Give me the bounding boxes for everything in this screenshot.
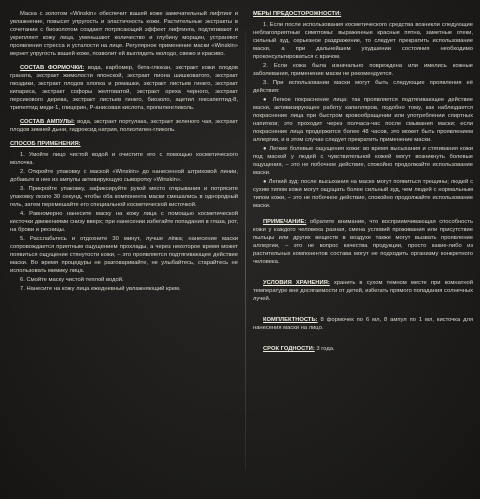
- kit-text: 8 формочек по 6 мл, 8 ампул по 1 мл, кисточка для нанесения маски на лицо.: [253, 317, 473, 331]
- usage-step: 4. Равномерно нанесите маску на кожу лица с помощью косметической кисточки движениями снизу вверх; при нанесении избегайте попадания в глаза, рот, на брови и ресницы.: [10, 211, 238, 233]
- left-column: [10, 10, 238, 294]
- effect-item: ● Легкие болевые ощущения кожи: во время высыхания и стягивания кожи под маской у людей с чувствительной кожей могут возникнуть болевые ощущения, – это не побочное действие, спокойно продолжайте использование маски.: [253, 146, 473, 176]
- usage-step: 1. Умойте лицо чистой водой и очистите его с помощью косметического молочка.: [10, 152, 238, 166]
- precaution-item: 2. Если кожа была изначально повреждена или имелись кожные заболевания, применение маски не рекомендуется.: [253, 63, 473, 77]
- precaution-item: 3. При использовании маски могут быть следующие проявления её действия:: [253, 80, 473, 94]
- kit: [253, 316, 473, 332]
- usage-steps: [10, 151, 238, 293]
- effect-item: ● Легкое покраснение лица: так проявляется подтягивающее действие маски, активизирующее работу капилляров, подобно тому, как наблюдается покраснение лица при быстром кровообращении или употреблении спиртных напитков; это проходит через полчаса-час после смывания маски; если покраснение лица продержится более 48 часов, это может быть проявлением аллергии, и в этом случае следует прекратить применение маски.: [253, 97, 473, 143]
- usage-step: 7. Нанесите на кожу лица ежедневный увлажняющий крем.: [20, 286, 181, 292]
- usage-title: СПОСОБ ПРИМЕНЕНИЯ:: [10, 141, 81, 147]
- note-title: ПРИМЕЧАНИЕ:: [263, 219, 307, 225]
- ampoule-composition-text: вода, экстракт портулака, экстракт зеленого чая, экстракт плодов зимней дыни, гидроксид натрия, полиэтилен-гликоль.: [10, 119, 238, 133]
- kit-title: КОМПЛЕКТНОСТЬ:: [263, 317, 318, 323]
- column-divider: [245, 30, 246, 470]
- intro-paragraph: Маска с золотом «Winskin» обеспечит вашей коже замечательный лифтинг и увлажнение, повысит упругость и эластичность кожи. Растительные экстракты в сочетании с биозолотом создают потрясающий эффект лифтинга, подтягивают и укрепляют кожу лица, уменьшают количество и глубину морщин, устраняют проявления стресса и усталости на лице. Регулярное применение маски «Winskin» вернет упругость вашей коже, позволит ей выглядеть молодо, свежо и красиво.: [10, 11, 238, 57]
- precautions-list: [253, 21, 473, 210]
- ampoule-composition-title: СОСТАВ АМПУЛЫ:: [20, 119, 75, 125]
- right-column: [253, 10, 473, 359]
- shelf-life: [253, 345, 473, 353]
- mask-composition-text: вода, карбомер, бета-глюкан, экстракт кожи плодов граната, экстракт жимолости японской, экстракт пиона шишковатого, экстракт гвоздики, экстракт плодов хлопка и ромашки, экстракт листьев гинкго, экстракт кипариса, экстракт софоры желтоватой, экстракт ореха черного, экстракт персикового дерева, экстракт листьев гинкго, биозоло, ацетил гексапептид-8, трипептид меди-1, глицерин, Р-анисовая кислота, пропиленгликоль.: [10, 65, 238, 111]
- usage-step: 6. Смойте маску чистой теплой водой.: [20, 277, 124, 283]
- storage-text: хранить в сухом темном месте при комнатной температуре вне досягаемости от детей, избегать прямого попадания солнечных лучей.: [253, 280, 473, 302]
- shelf-life-text: 3 года.: [316, 346, 335, 352]
- storage: [253, 279, 473, 303]
- usage-step: 5. Расслабьтесь и отдохните 30 минут, лучше лёжа; нанесение маски сопровождается приятным ощущением прохлады, а через некоторое время может появиться ощущение стянутости кожи, – это проявляется подтягивающее действие маски. Во время процедуры не разговаривайте, не улыбайтесь, старайтесь не использовать мимику лица.: [10, 236, 238, 274]
- mask-composition: [10, 64, 238, 112]
- note: [253, 218, 473, 266]
- usage-step: 3. Прикройте упаковку, зафиксируйте рукой место открывания и потрясите упаковку около 30 секунд, чтобы оба компонента маски смешались в однородный гель, затем перемешайте его специальной косметической кисточкой.: [10, 186, 238, 208]
- note-text: обратите внимание, что восприимчивающая способность кожи у каждого человека разная, смена условий проживания или присутствие пыльцы или других веществ в воздухе также могут вызвать проявление аллергии, – это не вопрос качества продукции, просто какие-либо из растительных компонентов состава могут не подходить организму конкретного человека.: [253, 219, 473, 265]
- storage-title: УСЛОВИЯ ХРАНЕНИЯ:: [263, 280, 330, 286]
- precautions-title: МЕРЫ ПРЕДОСТОРОЖНОСТИ:: [253, 11, 342, 17]
- ampoule-composition: [10, 118, 238, 134]
- mask-composition-title: СОСТАВ ФОРМОЧКИ:: [20, 65, 85, 71]
- shelf-life-title: СРОК ГОДНОСТИ:: [263, 346, 315, 352]
- usage-step: 2. Откройте упаковку с маской «Winskin» до нанесенной штриховой линии, добавьте в нее из ампулы активирующую сыворотку «Winskin».: [10, 169, 238, 183]
- precaution-item: 1. Если после использования косметического средства возникли следующие неблагоприятные симптомы: выраженные красные пятна, заметные отеки, сильный зуд, серьезное раздражение, то следует прекратить использование маски, а при дальнейшем ухудшении состояния необходимо проконсультироваться с врачом.: [253, 22, 473, 60]
- effect-item: ● Легкий зуд: после высыхания на маске могут появиться трещины; людей с сухим типом кожи могут ощущать более сильный зуд, чем людей с нормальным типом кожи, – это не побочное действие, спокойно продолжайте использование маски.: [253, 179, 473, 209]
